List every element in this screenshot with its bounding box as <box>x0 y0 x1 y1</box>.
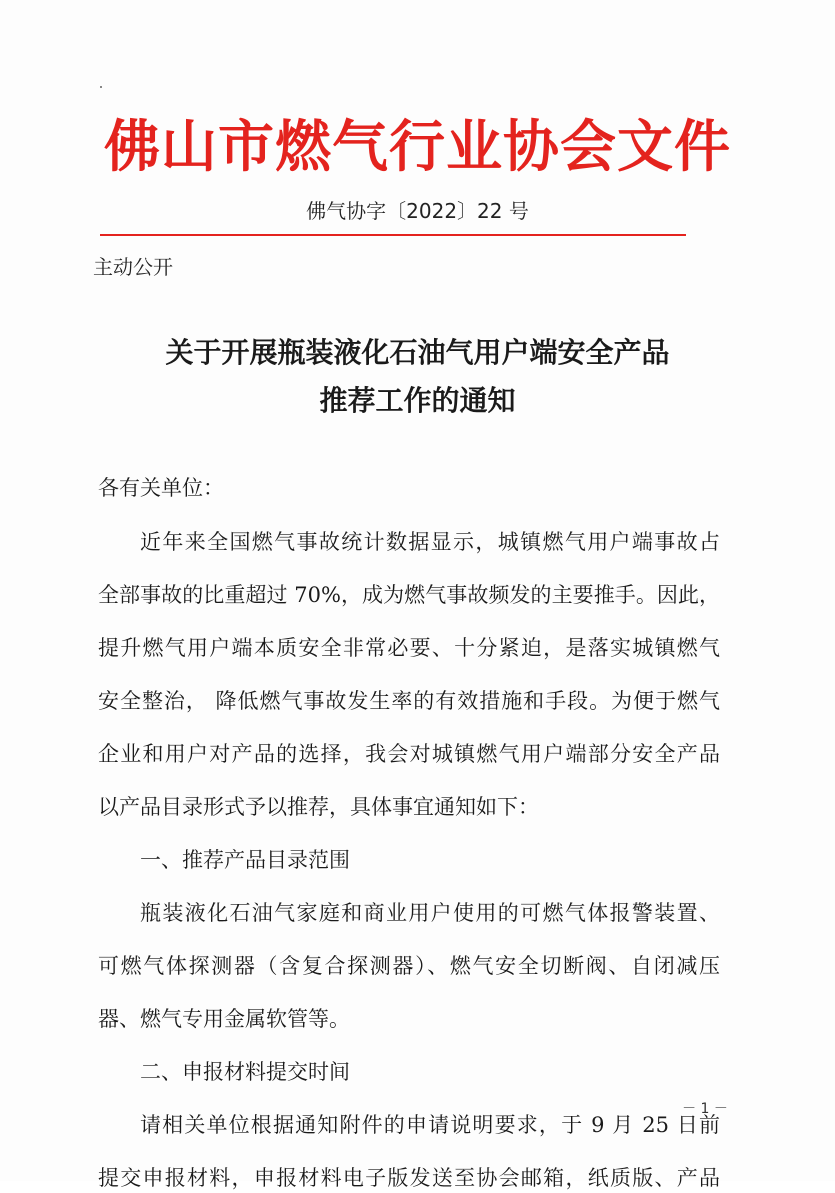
issuer-heading: 佛山市燃气行业协会文件 <box>104 114 731 180</box>
paragraph-line: 企业和用户对产品的选择，我会对城镇燃气用户端部分安全产品 <box>98 742 720 766</box>
paragraph-line: 请相关单位根据通知附件的申请说明要求，于 9 月 25 日前 <box>140 1113 720 1137</box>
page-number: － 1 － <box>682 1101 728 1117</box>
document-title-line-2: 推荐工作的通知 <box>319 384 516 417</box>
paragraph-line: 提升燃气用户端本质安全非常必要、十分紧迫，是落实城镇燃气 <box>98 636 720 660</box>
paragraph-line: 以产品目录形式予以推荐，具体事宜通知如下： <box>98 795 539 819</box>
paragraph-line: 近年来全国燃气事故统计数据显示，城镇燃气用户端事故占 <box>140 530 720 554</box>
section-heading-scope: 一、推荐产品目录范围 <box>140 848 350 872</box>
salutation: 各有关单位： <box>98 476 224 500</box>
disclosure-label: 主动公开 <box>93 255 173 279</box>
paragraph-line: 可燃气体探测器（含复合探测器）、燃气安全切断阀、自闭减压 <box>98 954 720 978</box>
document-title-line-1: 关于开展瓶装液化石油气用户端安全产品 <box>165 336 670 369</box>
section-heading-deadline: 二、申报材料提交时间 <box>140 1060 350 1084</box>
paragraph-line: 器、燃气专用金属软管等。 <box>98 1007 350 1031</box>
paragraph-line: 全部事故的比重超过 70%，成为燃气事故频发的主要推手。因此， <box>98 583 720 607</box>
red-separator-line <box>100 234 686 236</box>
paragraph-line: 瓶装液化石油气家庭和商业用户使用的可燃气体报警装置、 <box>140 901 720 925</box>
paragraph-line: 提交申报材料，申报材料电子版发送至协会邮箱，纸质版、产品 <box>98 1166 720 1190</box>
paragraph-line: 安全整治， 降低燃气事故发生率的有效措施和手段。为便于燃气 <box>98 689 720 713</box>
document-number: 佛气协字〔2022〕22 号 <box>306 199 529 223</box>
scan-speck <box>100 86 102 88</box>
